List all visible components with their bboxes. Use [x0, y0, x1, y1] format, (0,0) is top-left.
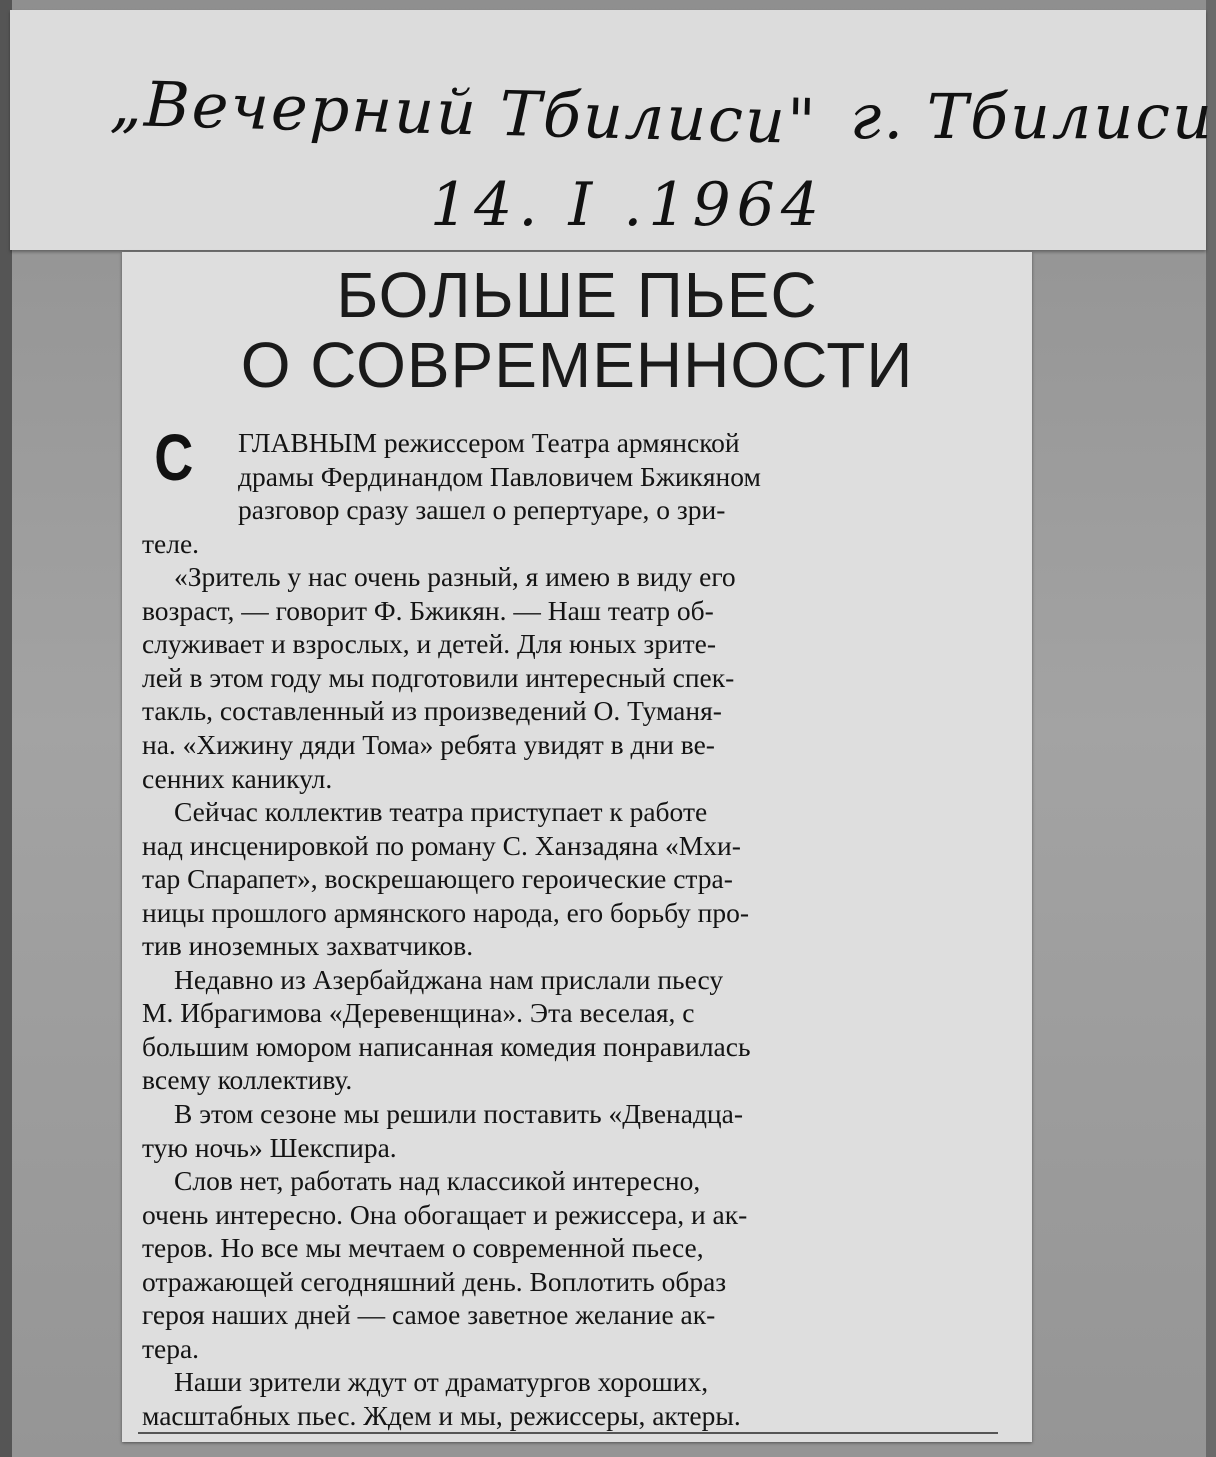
article-line: В этом сезоне мы решили поставить «Двенадца- [174, 1098, 744, 1129]
article-line: Сейчас коллектив театра приступает к работе [174, 796, 708, 828]
article-line: Слов нет, работать над классикой интересно, [174, 1165, 701, 1197]
article-line: тар Спарапет», воскрешающего героические стра- [142, 863, 733, 895]
handwritten-city: г. Тбилиси [850, 80, 1214, 153]
handwritten-note-strip [10, 10, 1214, 250]
article-line: тую ночь» Шекспира. [142, 1131, 397, 1163]
article-line: героя наших дней — самое заветное желание ак- [142, 1299, 716, 1331]
article-line: драмы Фердинандом Павловичем Бжикяном [238, 460, 761, 492]
handwritten-date: 14. I .1964 [430, 170, 826, 240]
article-line: всему коллективу. [142, 1064, 353, 1096]
article-line: Недавно из Азербайджана нам прислали пьесу [174, 963, 724, 995]
article-line: очень интересно. Она обогащает и режиссера, и ак- [142, 1198, 748, 1230]
article-line: сенних каникул. [142, 762, 333, 794]
right-edge [1206, 0, 1216, 1457]
article-line: Наши зрители ждут от драматургов хороших, [174, 1366, 709, 1398]
article-line: на. «Хижину дяди Тома» ребята увидят в дни ве- [142, 728, 715, 760]
bottom-rule [138, 1432, 998, 1434]
drop-cap: С [154, 420, 194, 494]
headline-line-1: БОЛЬШЕ ПЬЕС [336, 259, 818, 331]
article-line: М. Ибрагимова «Деревенщина». Эта веселая, с [142, 997, 695, 1029]
article-line: отражающей сегодняшний день. Воплотить образ [142, 1265, 727, 1297]
newspaper-clipping [122, 252, 1032, 1442]
article-line: большим юмором написанная комедия понравилась [142, 1030, 751, 1062]
headline-line-2: О СОВРЕМЕННОСТИ [240, 329, 914, 401]
article-line: над инсценировкой по роману С. Ханзадяна «Мхи- [142, 829, 741, 861]
article-line: теров. Но все мы мечтаем о современной пьесе, [142, 1232, 704, 1264]
article-line: ницы прошлого армянского народа, его борьбу про- [142, 896, 750, 928]
article-line: «Зритель у нас очень разный, я имею в виду его [174, 561, 736, 593]
article-line: тив иноземных захватчиков. [142, 930, 474, 962]
article-line: такль, составленный из произведений О. Туманя- [142, 695, 722, 727]
article-line: масштабных пьес. Ждем и мы, режиссеры, актеры. [142, 1399, 741, 1431]
article-line: разговор сразу зашел о репертуаре, о зри- [238, 494, 726, 526]
article-line: тера. [142, 1332, 200, 1364]
article-line: ГЛАВНЫМ режиссером Театра армянской [238, 427, 740, 458]
article-line: служивает и взрослых, и детей. Для юных зрите- [142, 628, 717, 660]
handwritten-newspaper-name: „Вечерний Тбилиси" [109, 66, 819, 159]
article-line: возраст, — говорит Ф. Бжикян. — Наш театр об- [142, 594, 714, 626]
article-line: теле. [142, 527, 200, 559]
article-line: лей в этом году мы подготовили интересный спек- [142, 661, 735, 693]
